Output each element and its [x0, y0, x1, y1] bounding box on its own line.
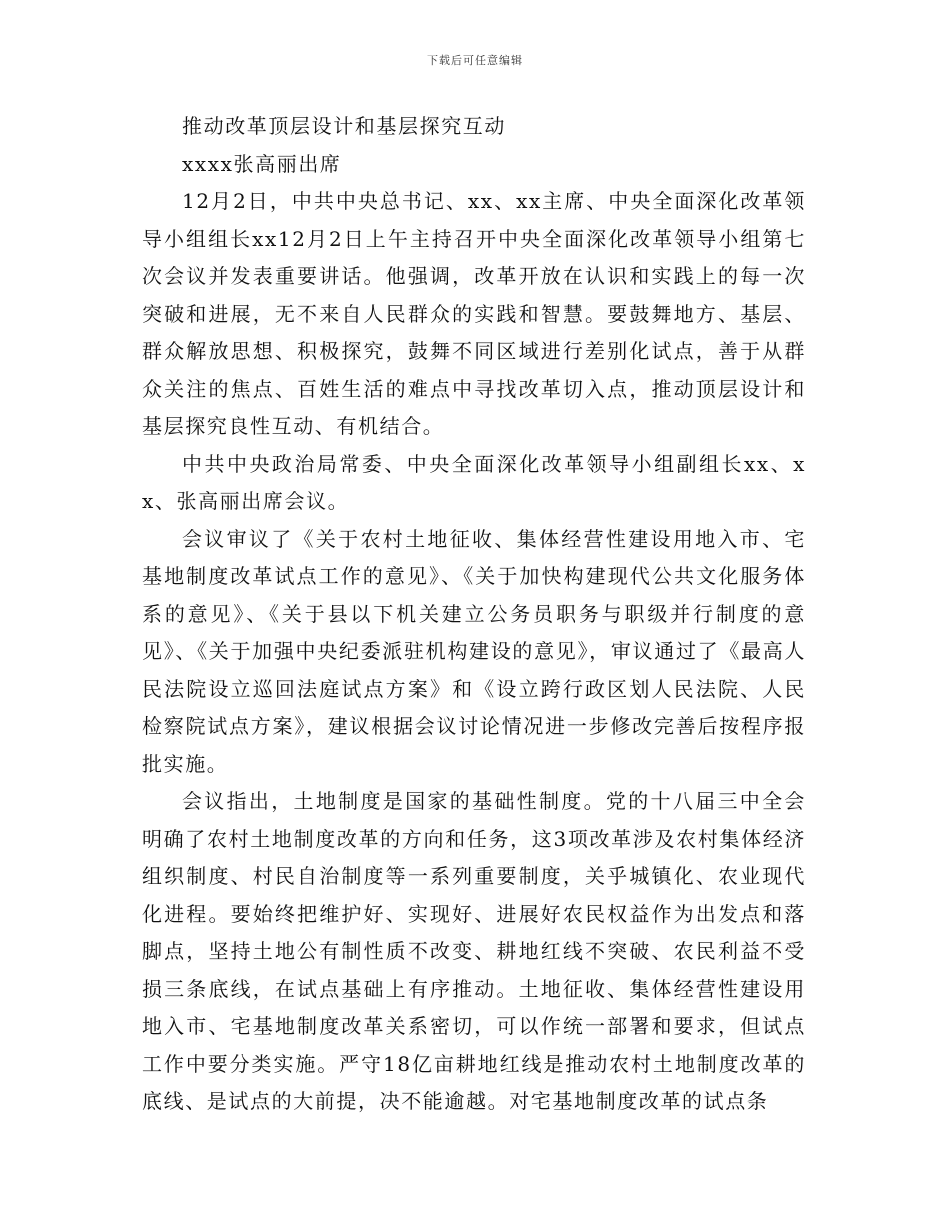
paragraph-3: 会议审议了《关于农村土地征收、集体经营性建设用地入市、宅基地制度改革试点工作的意见》、《关于加快构建现代公共文化服务体系的意见》、《关于县以下机关建立公务员职务与职级并行制度的意见》、《关于加强中央纪委派驻机构建设的意见》，审议通过了《最高人民法院设立巡回法庭试点方案》和《设立跨行政区划人民法院、人民检察院试点方案》，建议根据会议讨论情况进一步修改完善后按程序报批实施。: [142, 526, 806, 776]
document-body: [142, 108, 806, 1121]
paragraph-1: 12月2日，中共中央总书记、xx、xx主席、中央全面深化改革领导小组组长xx12月2日上午主持召开中央全面深化改革领导小组第七次会议并发表重要讲话。他强调，改革开放在认识和实践上的每一次突破和进展，无不来自人民群众的实践和智慧。要鼓舞地方、基层、群众解放思想、积极探究，鼓舞不同区域进行差别化试点，善于从群众关注的焦点、百姓生活的难点中寻找改革切入点，推动顶层设计和基层探究良性互动、有机结合。: [142, 189, 806, 438]
paragraph-4: 会议指出，土地制度是国家的基础性制度。党的十八届三中全会明确了农村土地制度改革的方向和任务，这3项改革涉及农村集体经济组织制度、村民自治制度等一系列重要制度，关乎城镇化、农业现代化进程。要始终把维护好、实现好、进展好农民权益作为出发点和落脚点，坚持土地公有制性质不改变、耕地红线不突破、农民利益不受损三条底线，在试点基础上有序推动。土地征收、集体经营性建设用地入市、宅基地制度改革关系密切，可以作统一部署和要求，但试点工作中要分类实施。严守18亿亩耕地红线是推动农村土地制度改革的底线、是试点的大前提，决不能逾越。对宅基地制度改革的试点条: [142, 789, 806, 1113]
document-byline: xxxx张高丽出席: [182, 151, 342, 176]
page-header: 下载后可任意编辑: [427, 54, 523, 67]
document-title: 推动改革顶层设计和基层探究互动: [182, 114, 506, 138]
paragraph-2: 中共中央政治局常委、中央全面深化改革领导小组副组长xx、xx、张高丽出席会议。: [142, 451, 806, 513]
